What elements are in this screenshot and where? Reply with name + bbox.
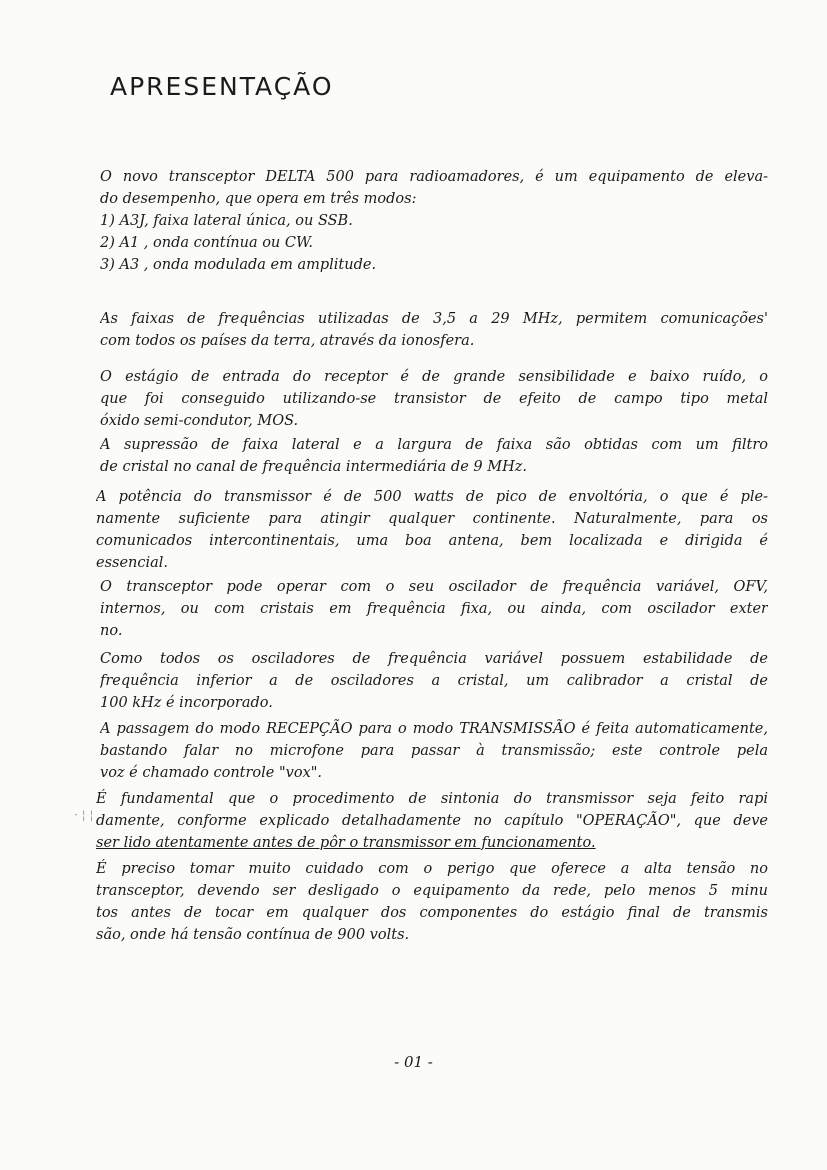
text-line: internos, ou com cristais em frequência fixa, ou ainda, com oscilador exter bbox=[100, 601, 768, 617]
text-line: A supressão de faixa lateral e a largura de faixa são obtidas com um filtro bbox=[100, 437, 768, 453]
mode-list-item: 3) A3 , onda modulada em amplitude. bbox=[100, 257, 377, 273]
text-line: voz é chamado controle "vox". bbox=[100, 765, 323, 781]
paragraph-filter bbox=[100, 434, 768, 478]
text-line: com todos os países da terra, através da ionosfera. bbox=[100, 333, 475, 349]
text-line: O novo transceptor DELTA 500 para radioamadores, é um equipamento de eleva- bbox=[100, 169, 768, 185]
text-line: transceptor, devendo ser desligado o equipamento da rede, pelo menos 5 minu bbox=[96, 883, 768, 899]
paragraph-tuning-warning bbox=[96, 788, 768, 854]
paragraph-receiver bbox=[100, 366, 768, 432]
text-line: 100 kHz é incorporado. bbox=[100, 695, 273, 711]
mode-list-item: 1) A3J, faixa lateral única, ou SSB. bbox=[100, 213, 353, 229]
paragraph-vox bbox=[100, 718, 768, 784]
text-line: no. bbox=[100, 623, 123, 639]
text-line: comunicados intercontinentais, uma boa antena, bem localizada e dirigida é bbox=[96, 533, 768, 549]
text-line: do desempenho, que opera em três modos: bbox=[100, 191, 417, 207]
page-number: - 01 - bbox=[394, 1053, 433, 1071]
text-line: A potência do transmissor é de 500 watts de pico de envoltória, o que é ple- bbox=[96, 489, 768, 505]
paragraph-transmitter-power bbox=[96, 486, 768, 574]
page-title: APRESENTAÇÃO bbox=[110, 72, 334, 101]
paragraph-calibrator bbox=[100, 648, 768, 714]
text-line: Como todos os osciladores de frequência variável possuem estabilidade de bbox=[100, 651, 768, 667]
paragraph-oscillator bbox=[100, 576, 768, 642]
text-line: O transceptor pode operar com o seu oscilador de frequência variável, OFV, bbox=[100, 579, 768, 595]
intro-paragraph bbox=[100, 166, 768, 276]
text-line: frequência inferior a de osciladores a cristal, um calibrador a cristal de bbox=[100, 673, 768, 689]
margin-mark: · ¦ ¦ bbox=[74, 808, 94, 822]
text-line: damente, conforme explicado detalhadamente no capítulo "OPERAÇÃO", que deve bbox=[96, 813, 768, 829]
text-line: são, onde há tensão contínua de 900 volts. bbox=[96, 927, 410, 943]
text-line: A passagem do modo RECEPÇÃO para o modo TRANSMISSÃO é feita automaticamente, bbox=[100, 721, 768, 737]
text-line: de cristal no canal de frequência intermediária de 9 MHz. bbox=[100, 459, 527, 475]
text-line: É preciso tomar muito cuidado com o perigo que oferece a alta tensão no bbox=[96, 861, 768, 877]
text-line: O estágio de entrada do receptor é de grande sensibilidade e baixo ruído, o bbox=[100, 369, 768, 385]
text-line: essencial. bbox=[96, 555, 169, 571]
text-line: tos antes de tocar em qualquer dos componentes do estágio final de transmis bbox=[96, 905, 768, 921]
mode-list-item: 2) A1 , onda contínua ou CW. bbox=[100, 235, 313, 251]
text-line-underlined: ser lido atentamente antes de pôr o transmissor em funcionamento. bbox=[96, 835, 596, 851]
text-line: namente suficiente para atingir qualquer continente. Naturalmente, para os bbox=[96, 511, 768, 527]
paragraph-high-voltage-warning bbox=[96, 858, 768, 946]
text-line: As faixas de frequências utilizadas de 3,5 a 29 MHz, permitem comunicações' bbox=[100, 311, 768, 327]
text-line: óxido semi-condutor, MOS. bbox=[100, 413, 299, 429]
text-line: É fundamental que o procedimento de sintonia do transmissor seja feito rapi bbox=[96, 791, 768, 807]
paragraph-frequency-bands bbox=[100, 308, 768, 352]
text-line: que foi conseguido utilizando-se transistor de efeito de campo tipo metal bbox=[100, 391, 768, 407]
text-line: bastando falar no microfone para passar à transmissão; este controle pela bbox=[100, 743, 768, 759]
